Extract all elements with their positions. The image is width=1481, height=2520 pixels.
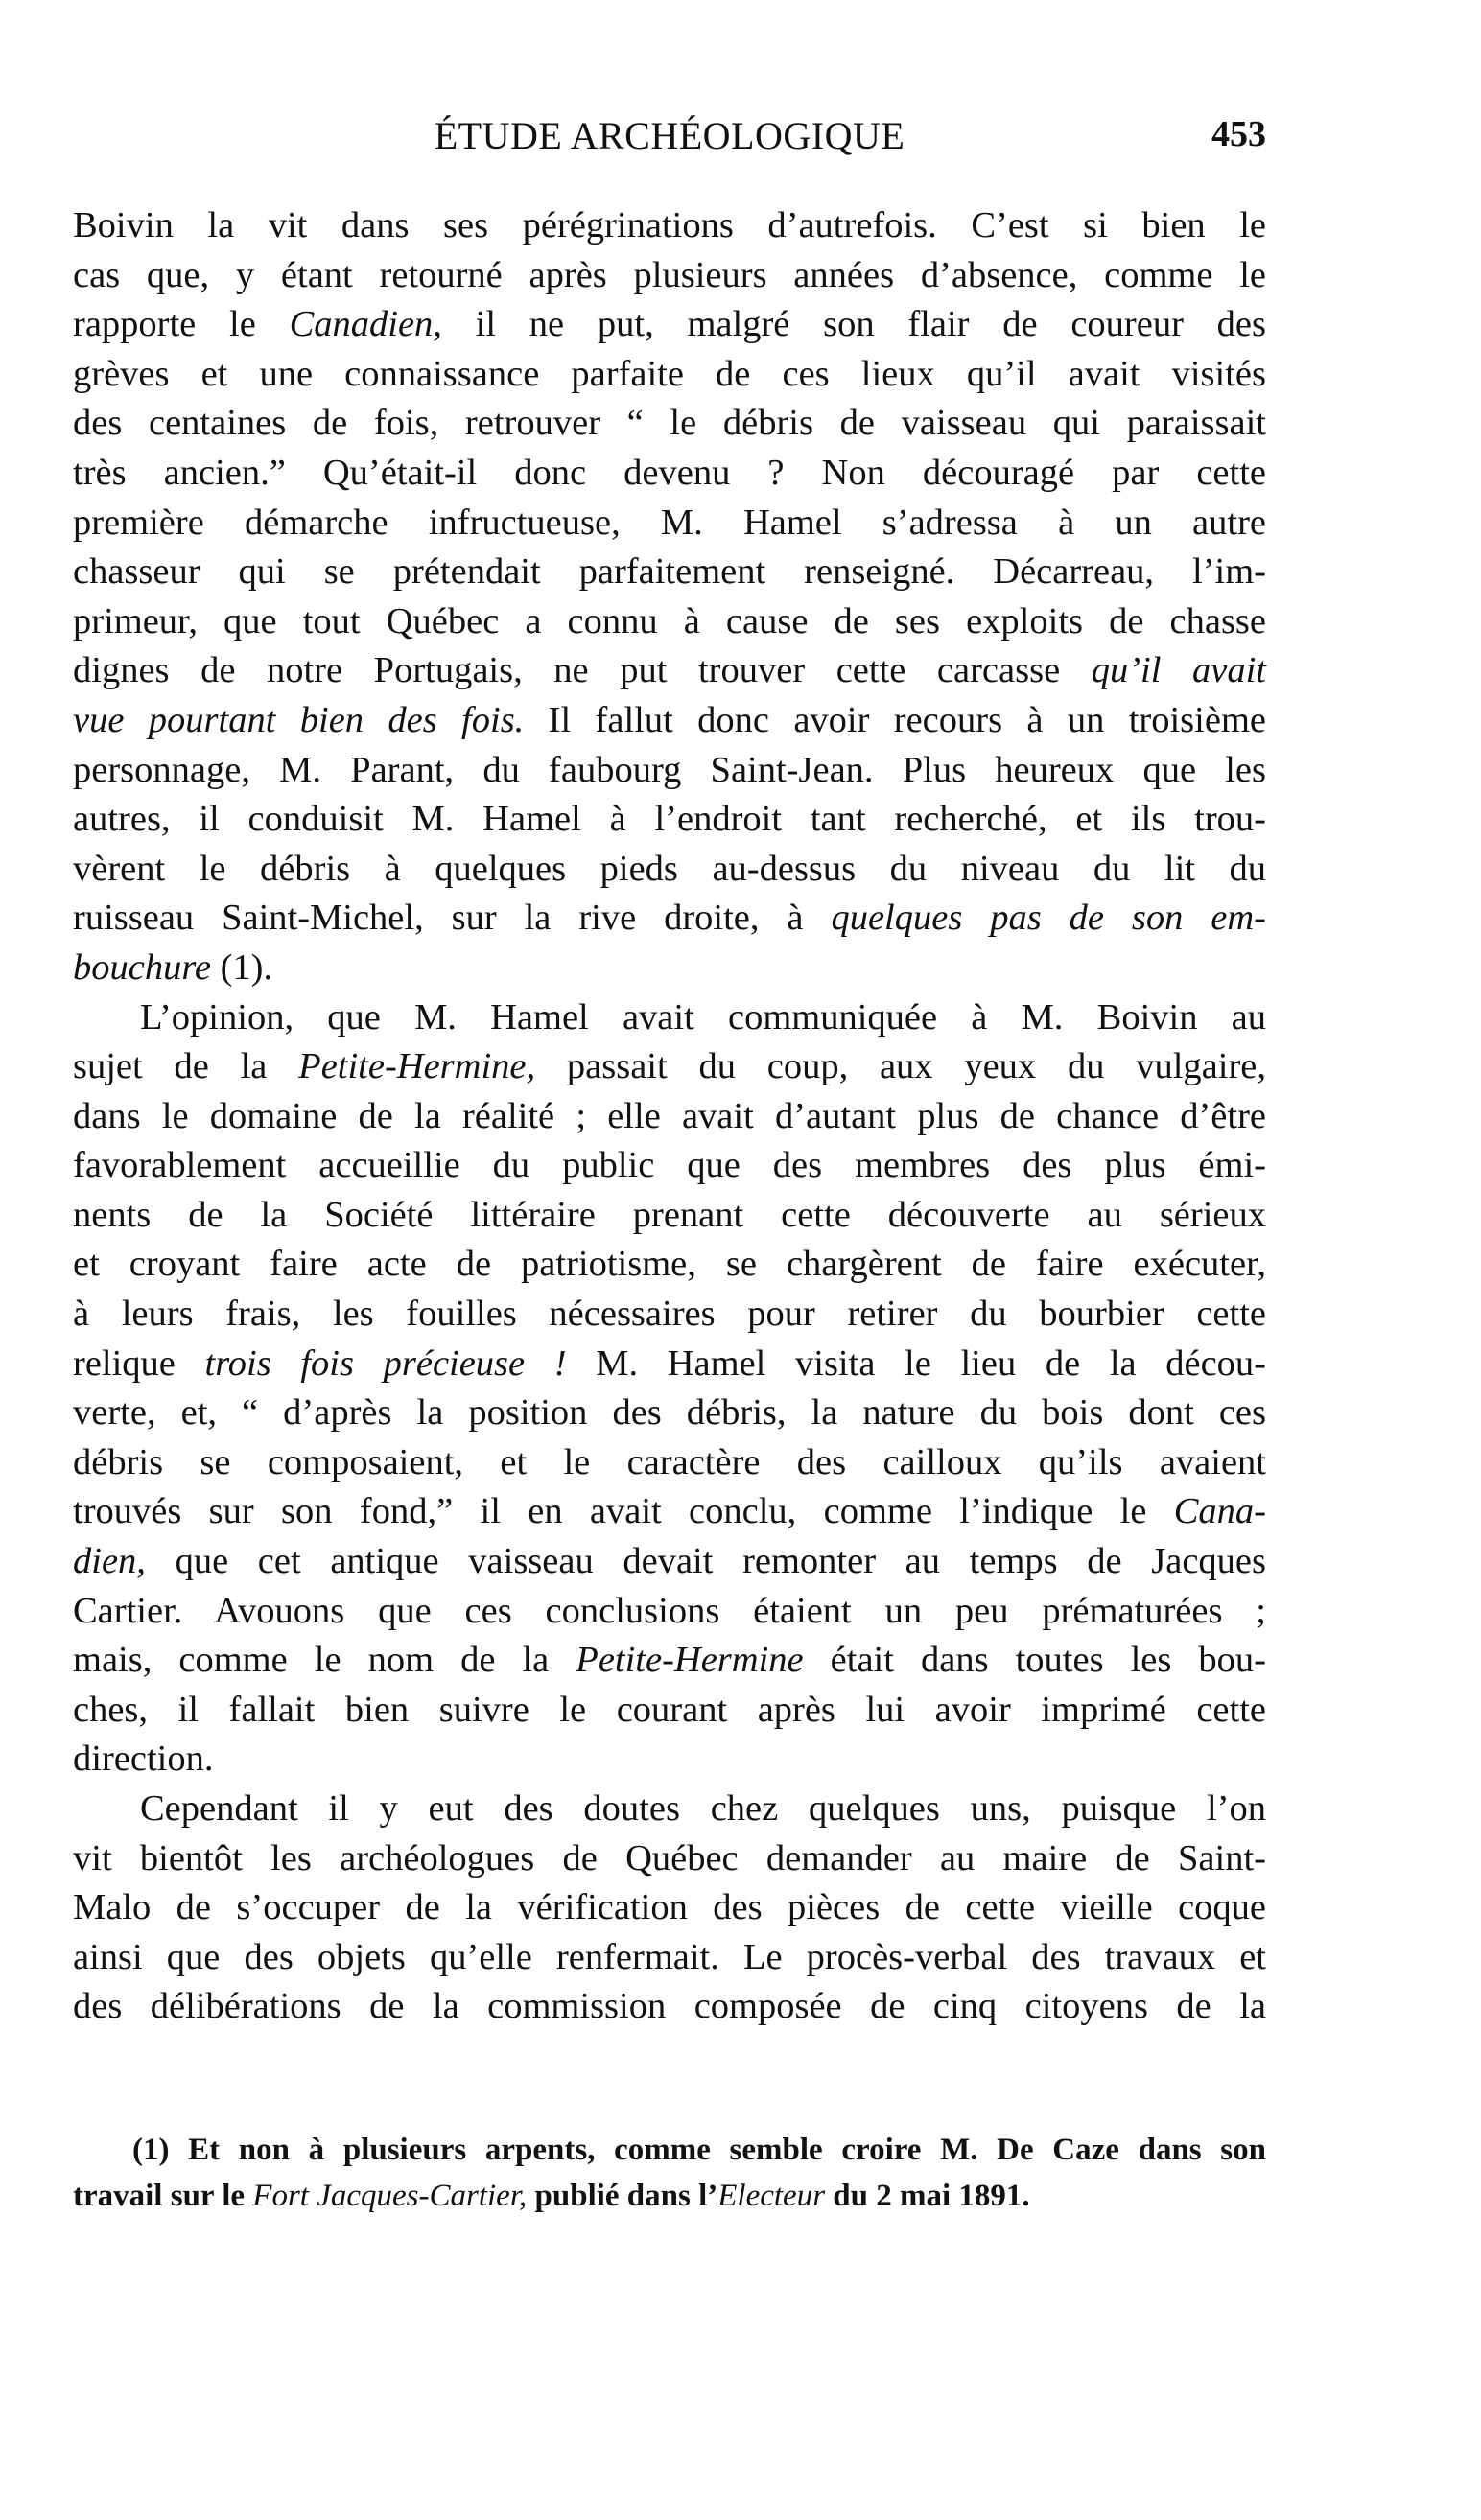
text-run: débris se composaient, et le caractère des cailloux qu’ils avaient: [73, 1441, 1266, 1482]
italic-text: Cana-: [1173, 1491, 1266, 1532]
text-run: rapporte le: [73, 304, 290, 345]
text-run: du 2 mai 1891.: [825, 2179, 1030, 2213]
text-run: sujet de la: [73, 1046, 299, 1087]
text-line: [73, 1933, 1266, 1983]
text-line: [73, 1240, 1266, 1290]
footnote-line: [73, 2173, 1266, 2219]
text-line: [73, 1487, 1266, 1537]
text-line: [73, 795, 1266, 845]
page-header: [73, 113, 1266, 171]
text-run: autres, il conduisit M. Hamel à l’endroit tant recherché, et ils trou-: [73, 799, 1266, 840]
footnote: [73, 2127, 1266, 2219]
text-line: [73, 1587, 1266, 1637]
text-line: [73, 548, 1266, 597]
text-line: [73, 300, 1266, 350]
paragraph: [73, 201, 1266, 993]
text-run: trouvés sur son fond,” il en avait conclu, comme l’indique le: [73, 1491, 1174, 1532]
text-line: [73, 993, 1266, 1043]
text-run: des délibérations de la commission composée de cinq citoyens de la: [73, 1986, 1266, 2027]
text-line: [73, 1340, 1266, 1389]
text-run: cas que, y étant retourné après plusieurs années d’absence, comme le: [73, 254, 1266, 295]
text-run: primeur, que tout Québec a connu à cause de ses exploits de chasse: [73, 600, 1266, 642]
text-line: [73, 1636, 1266, 1686]
text-line: [73, 1883, 1266, 1933]
text-line: [73, 1290, 1266, 1340]
italic-text: qu’il avait: [1091, 650, 1266, 691]
text-run: Boivin la vit dans ses pérégrinations d’autrefois. C’est si bien le: [73, 205, 1266, 245]
text-line: [73, 1834, 1266, 1884]
text-run: était dans toutes les bou-: [803, 1640, 1266, 1681]
text-run: que cet antique vaisseau devait remonter au temps de Jacques: [145, 1541, 1266, 1582]
italic-text: bouchure: [73, 946, 211, 988]
text-run: ainsi que des objets qu’elle renfermait. Le procès-verbal des travaux et: [73, 1936, 1266, 1977]
text-run: relique: [73, 1342, 205, 1384]
text-run: Malo de s’occuper de la vérification des pièces de cette vieille coque: [73, 1887, 1266, 1928]
text-line: [73, 845, 1266, 895]
text-run: Cependant il y eut des doutes chez quelques uns, puisque l’on: [140, 1788, 1266, 1829]
main-text: [73, 201, 1266, 2032]
text-line: [73, 449, 1266, 499]
text-run: ruisseau Saint-Michel, sur la rive droite, à: [73, 898, 832, 939]
text-line: [73, 399, 1266, 449]
text-line: [73, 696, 1266, 746]
text-line: [73, 1686, 1266, 1736]
text-run: favorablement accueillie du public que des membres des plus émi-: [73, 1145, 1266, 1186]
text-run: vit bientôt les archéologues de Québec demander au maire de Saint-: [73, 1837, 1266, 1878]
text-line: [73, 1438, 1266, 1488]
page-number: 453: [1211, 114, 1266, 154]
text-run: (1) Et non à plusieurs arpents, comme semble croire M. De Caze dans son: [132, 2133, 1266, 2167]
text-line: [73, 1141, 1266, 1191]
text-run: à leurs frais, les fouilles nécessaires pour retirer du bourbier cette: [73, 1294, 1266, 1335]
text-line: [73, 746, 1266, 796]
text-line: [73, 646, 1266, 696]
text-run: L’opinion, que M. Hamel avait communiquée à M. Boivin au: [140, 996, 1266, 1038]
text-run: (1).: [210, 946, 273, 988]
text-line: [73, 1092, 1266, 1142]
text-run: dans le domaine de la réalité ; elle avait d’autant plus de chance d’être: [73, 1095, 1266, 1136]
text-run: grèves et une connaissance parfaite de ces lieux qu’il avait visités: [73, 353, 1266, 394]
text-line: [73, 201, 1266, 251]
paragraph: [73, 1785, 1266, 2032]
text-run: chasseur qui se prétendait parfaitement renseigné. Décarreau, l’im-: [73, 551, 1266, 593]
italic-text: Petite-Hermine: [576, 1640, 804, 1681]
text-run: M. Hamel visita le lieu de la décou-: [566, 1342, 1266, 1384]
text-line: [73, 350, 1266, 400]
text-run: vèrent le débris à quelques pieds au-dessus du niveau du lit du: [73, 848, 1266, 889]
paragraph: [73, 993, 1266, 1785]
text-run: très ancien.” Qu’était-il donc devenu ? Non découragé par cette: [73, 452, 1266, 493]
text-run: mais, comme le nom de la: [73, 1640, 576, 1681]
text-run: Cartier. Avouons que ces conclusions étaient un peu prématurées ;: [73, 1590, 1266, 1631]
italic-text: Electeur: [717, 2179, 826, 2213]
text-run: publié dans l’: [527, 2179, 718, 2213]
text-run: et croyant faire acte de patriotisme, se chargèrent de faire exécuter,: [73, 1244, 1266, 1285]
text-run: ches, il fallait bien suivre le courant après lui avoir imprimé cette: [73, 1689, 1266, 1730]
italic-text: Petite-Hermine,: [298, 1046, 536, 1087]
text-line: [73, 944, 1266, 993]
italic-text: quelques pas de son em-: [831, 898, 1267, 939]
text-line: [73, 1537, 1266, 1587]
text-run: il ne put, malgré son flair de coureur des: [441, 304, 1266, 345]
text-line: [73, 1982, 1266, 2032]
running-title: ÉTUDE ARCHÉOLOGIQUE: [434, 114, 905, 157]
text-run: verte, et, “ d’après la position des débris, la nature du bois dont ces: [73, 1392, 1266, 1434]
text-run: direction.: [73, 1738, 214, 1780]
text-line: [73, 1785, 1266, 1834]
text-run: des centaines de fois, retrouver “ le débris de vaisseau qui paraissait: [73, 403, 1266, 444]
text-run: Il fallut donc avoir recours à un troisième: [524, 699, 1266, 740]
italic-text: trois fois précieuse !: [204, 1342, 567, 1384]
text-line: [73, 251, 1266, 301]
italic-text: dien,: [73, 1541, 146, 1582]
italic-text: Fort Jacques-Cartier,: [252, 2179, 528, 2213]
text-line: [73, 597, 1266, 647]
text-run: travail sur le: [73, 2179, 253, 2213]
text-run: dignes de notre Portugais, ne put trouver cette carcasse: [73, 650, 1092, 691]
text-run: nents de la Société littéraire prenant cette découverte au sérieux: [73, 1194, 1266, 1235]
text-line: [73, 1191, 1266, 1241]
text-run: première démarche infructueuse, M. Hamel s’adressa à un autre: [73, 502, 1266, 543]
text-run: passait du coup, aux yeux du vulgaire,: [535, 1046, 1266, 1087]
text-run: personnage, M. Parant, du faubourg Saint-Jean. Plus heureux que les: [73, 749, 1266, 790]
footnote-line: [73, 2127, 1266, 2173]
text-line: [73, 1042, 1266, 1092]
italic-text: vue pourtant bien des fois.: [73, 699, 525, 740]
text-line: [73, 894, 1266, 944]
italic-text: Canadien,: [289, 304, 442, 345]
text-line: [73, 1735, 1266, 1785]
text-line: [73, 499, 1266, 548]
text-line: [73, 1388, 1266, 1438]
